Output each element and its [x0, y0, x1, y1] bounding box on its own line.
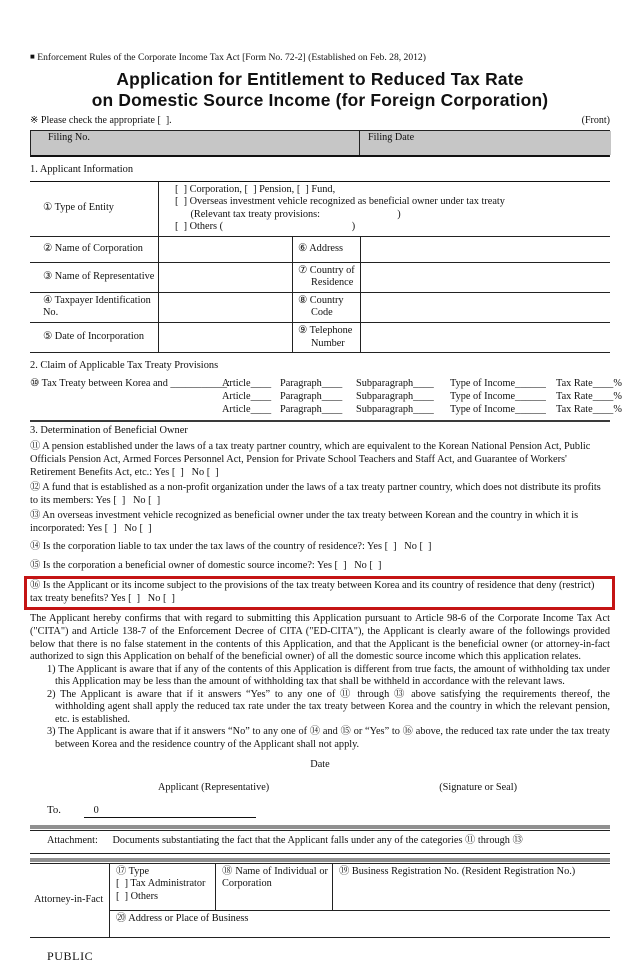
form-title-line2: on Domestic Source Income (for Foreign Corporation)	[91, 90, 549, 111]
attachment-text: Documents substantiating the fact that the Applicant falls under any of the categories ⑪ through ⑬	[112, 835, 523, 847]
treaty-subparagraph-blank[interactable]: Subparagraph____	[356, 403, 434, 415]
applicant-representative-label: Applicant (Representative)	[158, 782, 270, 793]
treaty-article-blank[interactable]: Article____	[222, 403, 272, 415]
applicant-table	[30, 181, 610, 353]
name-of-corporation-label: ② Name of Corporation	[30, 237, 158, 263]
signature-or-seal-label: (Signature or Seal)	[439, 782, 517, 793]
address-label: ⑥ Address	[292, 237, 360, 263]
to-label: To.	[47, 803, 61, 816]
country-code-field[interactable]	[360, 293, 610, 323]
treaty-paragraph-blank[interactable]: Paragraph____	[280, 377, 343, 389]
date-of-incorporation-label: ⑤ Date of Incorporation	[30, 323, 158, 353]
filing-date-label: Filing Date	[368, 131, 415, 143]
check-note: ※ Please check the appropriate [ ].	[30, 114, 172, 126]
name-of-representative-field[interactable]	[158, 263, 292, 293]
country-of-residence-field[interactable]	[360, 263, 610, 293]
treaty-tax-rate-blank[interactable]: Tax Rate____%	[556, 377, 622, 389]
question-13[interactable]: ⑬ An overseas investment vehicle recognized as beneficial owner under the tax treaty between Korean and the country in which it is incorporated: Yes [ ] No [ ]	[30, 510, 579, 534]
treaty-article-blank[interactable]: Article____	[222, 377, 272, 389]
filing-table	[30, 130, 610, 157]
type-of-entity-label: ① Type of Entity	[30, 182, 158, 237]
section3-heading: 3. Determination of Beneficial Owner	[30, 424, 188, 436]
treaty-prefix-spacer	[30, 403, 222, 416]
to-row	[30, 804, 610, 819]
filing-date-cell[interactable]	[359, 131, 611, 155]
tax-treaty-claim-grid	[30, 377, 622, 416]
country-of-residence-label: ⑦ Country of Residence	[292, 263, 360, 293]
question-15[interactable]: ⑮ Is the corporation a beneficial owner of domestic source income?: Yes [ ] No [ ]	[30, 559, 382, 571]
attachment-row	[30, 830, 610, 854]
attorney-address-label: ⑳ Address or Place of Business	[116, 912, 249, 924]
treaty-paragraph-blank[interactable]: Paragraph____	[280, 403, 343, 415]
treaty-tax-rate-blank[interactable]: Tax Rate____%	[556, 403, 622, 415]
treaty-income-type-blank[interactable]: Type of Income______	[450, 390, 546, 402]
form-reference-text: Enforcement Rules of the Corporate Income Tax Act [Form No. 72-2] (Established on Feb. 28, 2012)	[37, 52, 426, 63]
entity-option-corporation-pension-fund[interactable]: [ ] Corporation, [ ] Pension, [ ] Fund,	[175, 183, 336, 195]
telephone-number-field[interactable]	[360, 323, 610, 353]
attorney-address-cell[interactable]	[109, 911, 610, 938]
declaration-item-2: 2) The Applicant is aware that if it answers “Yes” to any one of ⑪ through ⑬ above satisfying the requirements thereof, the withholding agent shall apply the reduced tax rate under the tax treaty between Korea and the country in which the relevant pension, etc. is established.	[47, 688, 610, 725]
section2-heading: 2. Claim of Applicable Tax Treaty Provisions	[30, 360, 219, 372]
name-of-representative-label: ③ Name of Representative	[30, 263, 158, 293]
address-field[interactable]	[360, 237, 610, 263]
public-footer: PUBLIC	[47, 948, 94, 963]
attorney-registration-no-label: ⑲ Business Registration No. (Resident Registration No.)	[339, 865, 576, 877]
declaration-item-1: 1) The Applicant is aware that if any of the contents of this Application is different from true facts, the amount of withholding tax under this Application may be less than the amount of withholding tax that shall be withheld in accordance with the relevant laws.	[47, 663, 610, 688]
telephone-number-label: ⑨ Telephone Number	[292, 323, 360, 353]
treaty-article-blank[interactable]: Article____	[222, 390, 272, 402]
front-label: (Front)	[581, 114, 610, 126]
treaty-subparagraph-blank[interactable]: Subparagraph____	[356, 390, 434, 402]
attachment-label: Attachment:	[47, 835, 98, 847]
note-row	[30, 115, 610, 127]
attorney-in-fact-label: Attorney-in-Fact	[30, 864, 109, 938]
question-16-highlight-box	[24, 576, 615, 610]
attorney-type-cell	[109, 864, 215, 911]
treaty-paragraph-blank[interactable]: Paragraph____	[280, 390, 343, 402]
attorney-in-fact-table	[30, 863, 610, 938]
entity-option-others[interactable]: [ ] Others ( )	[175, 221, 356, 233]
country-code-label: ⑧ Country Code	[292, 293, 360, 323]
square-bullet-icon: ■	[30, 52, 35, 61]
attorney-type-label: ⑰ Type	[116, 865, 150, 877]
signature-row	[30, 782, 610, 795]
treaty-income-type-blank[interactable]: Type of Income______	[450, 403, 546, 415]
treaty-prefix-spacer	[30, 390, 222, 403]
type-of-entity-options	[158, 182, 610, 237]
form-reference	[30, 52, 610, 64]
question-11[interactable]: ⑪ A pension established under the laws of a tax treaty partner country, which are equivalent to the Korean National Pension Act, Public Officials Pension Act, Armed Forces Personnel Act, Pension for Private School Teachers and Staff Act, and Guarantee of Workers' Retirement Benefits Act, etc.: Yes [ ] No [ ]	[30, 441, 591, 478]
question-14[interactable]: ⑭ Is the corporation liable to tax under the tax laws of the country of residence?: Yes [ ] No [ ]	[30, 541, 432, 553]
question-12[interactable]: ⑫ A fund that is established as a non-profit organization under the laws of a tax treaty partner country, which does not distribute its profits to its members: Yes [ ] No [ ]	[30, 482, 601, 506]
taxpayer-id-label: ④ Taxpayer Identification No.	[30, 293, 158, 323]
section-divider	[30, 420, 610, 422]
attorney-name-label: ⑱ Name of Individual or Corporation	[222, 865, 328, 890]
name-of-corporation-field[interactable]	[158, 237, 292, 263]
entity-treaty-provisions-blank[interactable]: (Relevant tax treaty provisions: )	[175, 208, 401, 220]
date-label: Date	[310, 759, 330, 771]
treaty-subparagraph-blank[interactable]: Subparagraph____	[356, 377, 434, 389]
treaty-tax-rate-blank[interactable]: Tax Rate____%	[556, 390, 622, 402]
entity-option-overseas-vehicle[interactable]: [ ] Overseas investment vehicle recognized as beneficial owner under tax treaty	[175, 196, 505, 208]
form-title	[30, 69, 610, 112]
to-recipient-blank[interactable]: 0	[84, 805, 256, 819]
date-of-incorporation-field[interactable]	[158, 323, 292, 353]
question-16[interactable]: ⑯ Is the Applicant or its income subject to the provisions of the tax treaty between Korea and its country of residence that deny (restrict) tax treaty benefits? Yes [ ] No [ ]	[30, 580, 595, 604]
attorney-type-others-option[interactable]: [ ] Others	[116, 890, 159, 902]
attorney-name-cell[interactable]	[215, 864, 332, 911]
treaty-income-type-blank[interactable]: Type of Income______	[450, 377, 546, 389]
thick-divider	[30, 858, 610, 862]
filing-no-label: Filing No.	[48, 131, 90, 143]
attorney-registration-no-cell[interactable]	[332, 864, 610, 911]
thick-divider	[30, 825, 610, 829]
treaty-country-blank[interactable]: ⑩ Tax Treaty between Korea and ___________:	[30, 377, 230, 389]
declaration-paragraph: The Applicant hereby confirms that with regard to submitting this Application pursuant to Article 98-6 of the Corporate Income Tax Act ("CITA") and Article 138-7 of the Enforcement Decree of CITA ("ED-CITA"), the Applicant is clearly aware of the followings provided below that there is no false statement in the contents of this Application, and that the Applicant is the beneficial owner (or attorney-in-fact authorized to sign this Application on behalf of the beneficial owner) of all the domestic source income which this application relates.	[30, 613, 610, 663]
taxpayer-id-field[interactable]	[158, 293, 292, 323]
filing-no-cell[interactable]	[31, 131, 359, 155]
attorney-type-tax-administrator-option[interactable]: [ ] Tax Administrator	[116, 878, 206, 890]
form-title-line1: Application for Entitlement to Reduced Tax Rate	[116, 68, 524, 89]
declaration-item-3: 3) The Applicant is aware that if it answers “No” to any one of ⑭ and ⑮ or “Yes” to ⑯ above, the reduced tax rate under the tax treaty between Korea and the residence country of the Applicant shall not apply.	[47, 726, 610, 750]
section1-heading: 1. Applicant Information	[30, 163, 134, 175]
